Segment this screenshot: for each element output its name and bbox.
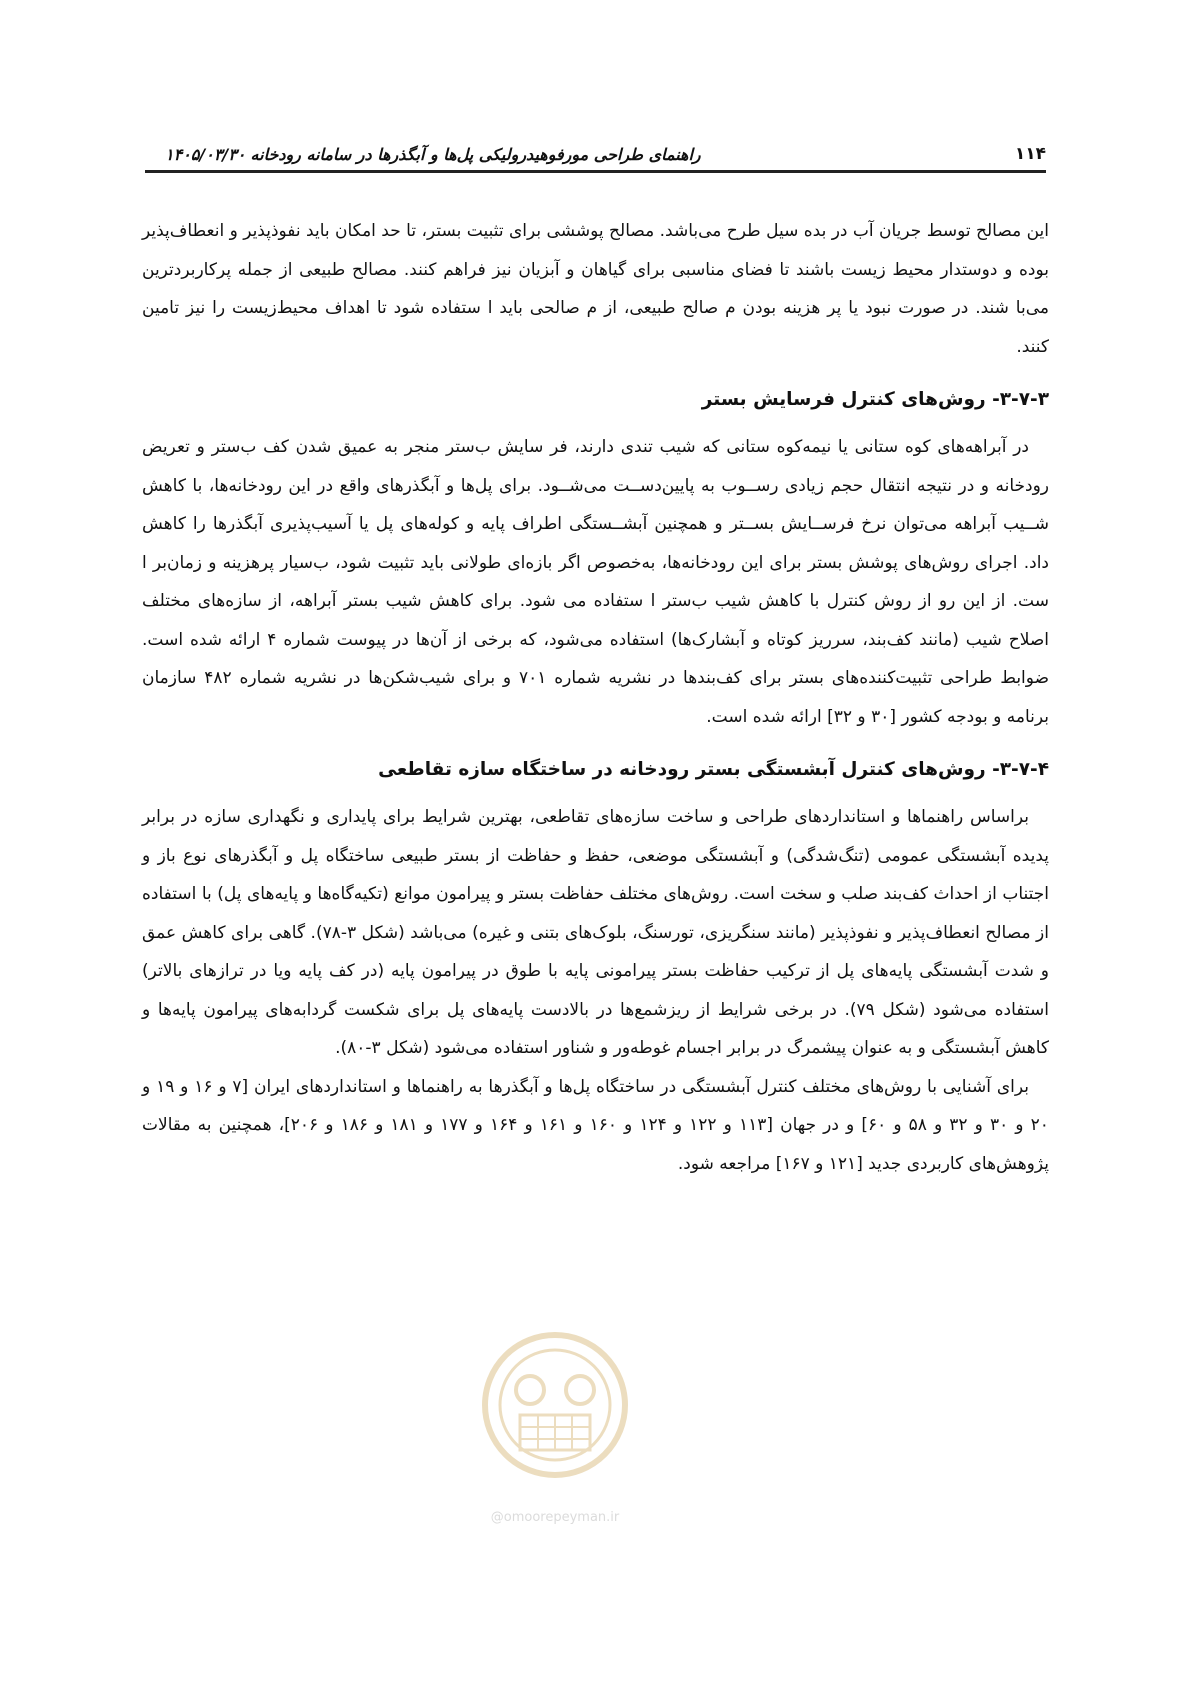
paragraph-2: در آبراهه‌های کوه ستانی یا نیمه‌کوه ستانی که شیب تندی دارند، فر سایش ب‌ستر منجر به عمیق شدن کف ب‌ستر و تعریض رودخانه و در نتیجه انتقال حجم زیادی رســوب به پایین‌دســت می‌شــود. برای پل‌ها و آبگذرهای واقع در این رودخانه‌ها، با کاهش شــیب آبراهه می‌توان نرخ فرســایش بســتر و همچنین آبشــستگی اطراف پایه و کوله‌های پل یا آسیب‌پذیری آبگذرها را کاهش داد. اجرای روش‌های پوشش بستر برای این رودخانه‌ها، به‌خصوص اگر بازه‌ای طولانی باید تثبیت شود، ب‌سیار پرهزینه و زمان‌بر ا ست. از این رو از روش کنترل با کاهش شیب ب‌ستر ا ستفاده می شود. برای کاهش شیب بستر آبراهه، از سازه‌های مختلف اصلاح شیب (مانند کف‌بند، سرریز کوتاه و آبشارک‌ها) استفاده می‌شود، که برخی از آن‌ها در پیوست شماره ۴ ارائه شده است. ضوابط طراحی تثبیت‌کننده‌های بستر برای کف‌بندها در نشریه شماره ۷۰۱ و برای شیب‌شکن‌ها در نشریه شماره ۴۸۲ سازمان برنامه و بودجه کشور [۳۰ و ۳۲] ارائه شده است. bbox=[142, 437, 1050, 727]
paragraph-4: برای آشنایی با روش‌های مختلف کنترل آبشستگی در ساختگاه پل‌ها و آبگذرها به راهنماها و استانداردهای ایران [۷ و ۱۶ و ۱۹ و ۲۰ و ۳۰ و ۳۲ و ۵۸ و ۶۰] و در جهان [۱۱۳ و ۱۲۲ و ۱۲۴ و ۱۶۰ و ۱۶۱ و ۱۶۴ و ۱۷۷ و ۱۸۱ و ۱۸۶ و ۲۰۶]، همچنین به مقالات پژوهش‌های کاربردی جدید [۱۲۱ و ۱۶۷] مراجعه شود. bbox=[142, 1076, 1049, 1174]
paragraph-1: این مصالح توسط جریان آب در بده سیل طرح می‌باشد. مصالح پوششی برای تثبیت بستر، تا حد امکان باید نفوذپذیر و انعطاف‌پذیر بوده و دوستدار محیط زیست باشند تا فضای مناسبی برای گیاهان و آبزیان نیز فراهم کنند. مصالح طبیعی از جمله پرکاربردترین می‌با شند. در صورت نبود یا پر هزینه بودن م صالح طبیعی، از م صالحی باید ا ستفاده شود تا اهداف محیط‌زیست را نیز تامین کنند. bbox=[142, 221, 1049, 357]
paragraph-3: براساس راهنماها و استانداردهای طراحی و ساخت سازه‌های تقاطعی، بهترین شرایط برای پایداری و نگهداری سازه در برابر پدیده آبشستگی عمومی (تنگ‌شدگی) و آبشستگی موضعی، حفظ و حفاظت از بستر طبیعی ساختگاه پل و آبگذرهای نوع باز و اجتناب از احداث کف‌بند صلب و سخت است. روش‌های مختلف حفاظت بستر و پیرامون موانع (تکیه‌گاه‌ها و پایه‌های پل) با استفاده از مصالح انعطاف‌پذیر و نفوذپذیر (مانند سنگریزی، تورسنگ، بلوک‌های بتنی و غیره) می‌باشد (شکل ۳-۷۸). گاهی برای کاهش عمق و شدت آبشستگی پایه‌های پل از ترکیب حفاظت بستر پیرامونی پایه با طوق در پیرامون پایه (در کف پایه ویا در ترازهای بالاتر) استفاده می‌شود (شکل ۷۹). در برخی شرایط از ریزشمع‌ها در بالادست پایه‌های پل برای شکست گردابه‌های پیرامون پایه‌ها و کاهش آبشستگی و به عنوان پیشمرگ در برابر اجسام غوطه‌ور و شناور استفاده می‌شود (شکل ۳-۸۰). bbox=[142, 807, 1050, 1058]
section-heading-3-7-4: ۳-۷-۴- روش‌های کنترل آبشستگی بستر رودخانه در ساختگاه سازه تقاطعی bbox=[378, 759, 1049, 780]
watermark-logo bbox=[460, 1325, 650, 1525]
watermark-url: @omoorepeyman.ir bbox=[490, 1510, 620, 1525]
running-title: راهنمای طراحی مورفوهیدرولیکی پل‌ها و آبگذرها در سامانه رودخانه bbox=[250, 145, 701, 164]
watermark-seal-icon bbox=[460, 1325, 650, 1495]
page-body bbox=[142, 212, 1049, 1183]
page-number: ۱۱۴ bbox=[1014, 144, 1046, 164]
page-header bbox=[145, 128, 1046, 173]
header-date: ۱۴۰۵/۰۳/۳۰ bbox=[165, 145, 246, 164]
header-title-group bbox=[145, 145, 701, 164]
section-heading-3-7-3: ۳-۷-۳- روش‌های کنترل فرسایش بستر bbox=[701, 389, 1049, 410]
